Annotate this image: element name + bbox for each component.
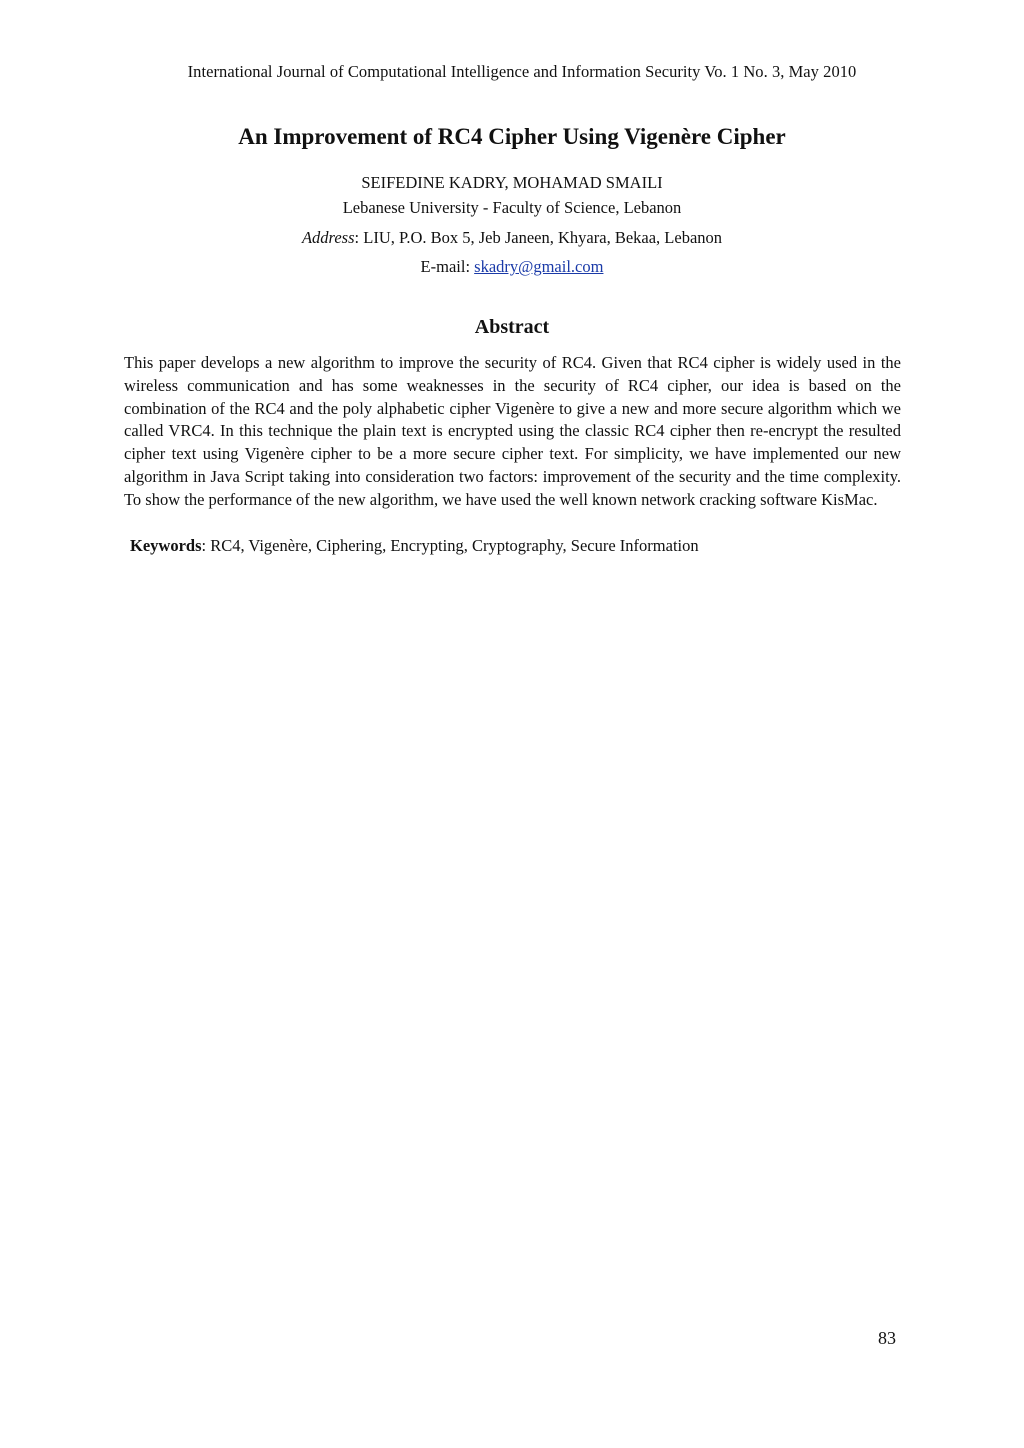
authors: SEIFEDINE KADRY, MOHAMAD SMAILI	[361, 173, 663, 192]
address	[0, 228, 1024, 248]
address-value: : LIU, P.O. Box 5, Jeb Janeen, Khyara, Bekaa, Lebanon	[354, 228, 723, 247]
keywords-value: : RC4, Vigenère, Ciphering, Encrypting, Cryptography, Secure Information	[201, 536, 699, 555]
keywords-label: Keywords	[130, 536, 202, 555]
email-label: E-mail:	[420, 257, 475, 276]
address-label: Address	[301, 228, 355, 247]
abstract-heading: Abstract	[474, 316, 550, 338]
email-line	[0, 257, 1024, 277]
keywords	[130, 535, 900, 558]
affiliation: Lebanese University - Faculty of Science, Lebanon	[342, 198, 682, 217]
page-number: 83	[878, 1328, 896, 1348]
email-link[interactable]: skadry@gmail.com	[474, 257, 604, 276]
journal-header: International Journal of Computational Intelligence and Information Security Vo. 1 No. 3, May 2010	[187, 62, 857, 81]
abstract-body: This paper develops a new algorithm to improve the security of RC4. Given that RC4 cipher is widely used in the wireless communication and has some weaknesses in the security of RC4 cipher, our idea is based on the combination of the RC4 and the poly alphabetic cipher Vigenère to give a new and more secure algorithm which we called VRC4. In this technique the plain text is encrypted using the classic RC4 cipher then re-encrypt the resulted cipher text using Vigenère cipher to be a more secure cipher text. For simplicity, we have implemented our new algorithm in Java Script taking into consideration two factors: improvement of the security and the time complexity. To show the performance of the new algorithm, we have used the well known network cracking software KisMac.	[124, 353, 901, 509]
paper-title: An Improvement of RC4 Cipher Using Vigenère Cipher	[238, 124, 786, 149]
